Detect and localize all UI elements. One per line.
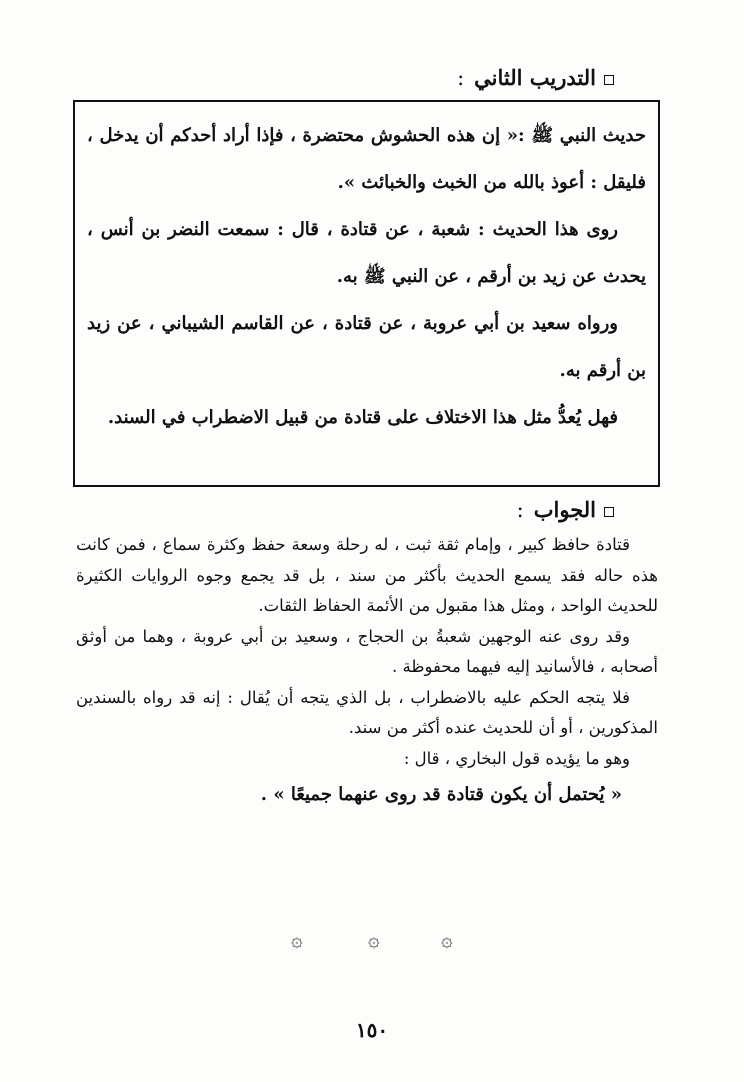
ornament-star-icon: ۞	[291, 927, 303, 951]
answer-heading-colon: :	[516, 498, 524, 522]
ornament-star-icon: ۞	[368, 927, 380, 951]
ornament-star-icon: ۞	[441, 927, 453, 951]
ornament-row	[0, 924, 744, 954]
answer-heading	[134, 496, 614, 524]
answer-paragraph: وهو ما يؤيده قول البخاري ، قال :	[403, 748, 630, 768]
bullet-square-icon	[604, 75, 614, 85]
training-heading	[134, 64, 614, 92]
question-paragraph: فهل يُعدُّ مثل هذا الاختلاف على قتادة من قبيل الاضطراب في السند.	[107, 407, 618, 428]
answer-heading-title: الجواب	[533, 497, 596, 522]
bullet-square-icon	[604, 507, 614, 517]
training-heading-colon: :	[457, 66, 465, 90]
question-paragraph: حديث النبي ﷺ :« إن هذه الحشوش محتضرة ، فإذا أراد أحدكم أن يدخل ، فليقل : أعوذ بالله من الخبث والخبائث ».	[87, 125, 646, 193]
question-paragraph: روى هذا الحديث : شعبة ، عن قتادة ، قال : سمعت النضر بن أنس ، يحدث عن زيد بن أرقم ، عن النبي ﷺ به.	[87, 219, 646, 287]
page-number: ١٥٠	[355, 1018, 389, 1042]
answer-body	[76, 530, 658, 812]
answer-paragraph: قتادة حافظ كبير ، وإمام ثقة ثبت ، له رحلة وسعة حفظ وكثرة سماع ، فمن كانت هذه حاله فقد يسمع الحديث بأكثر من سند ، بل قد يجمع وجوه الروايات الكثيرة للحديث الواحد ، ومثل هذا مقبول من الأئمة الحفاظ الثقات.	[76, 535, 658, 615]
question-box	[73, 100, 660, 487]
training-heading-title: التدريب الثاني	[474, 65, 596, 90]
answer-paragraph: وقد روى عنه الوجهين شعبةُ بن الحجاج ، وسعيد بن أبي عروبة ، وهما من أوثق أصحابه ، فالأسانيد إليه فيهما محفوظة .	[76, 626, 658, 676]
bukhari-quote: « يُحتمل أن يكون قتادة قد روى عنهما جميعًا » .	[260, 784, 622, 805]
question-paragraph: ورواه سعيد بن أبي عروبة ، عن قتادة ، عن القاسم الشيباني ، عن زيد بن أرقم به.	[87, 313, 646, 381]
answer-paragraph: فلا يتجه الحكم عليه بالاضطراب ، بل الذي يتجه أن يُقال : إنه قد رواه بالسندين المذكورين ، أو أن للحديث عنده أكثر من سند.	[76, 687, 658, 737]
